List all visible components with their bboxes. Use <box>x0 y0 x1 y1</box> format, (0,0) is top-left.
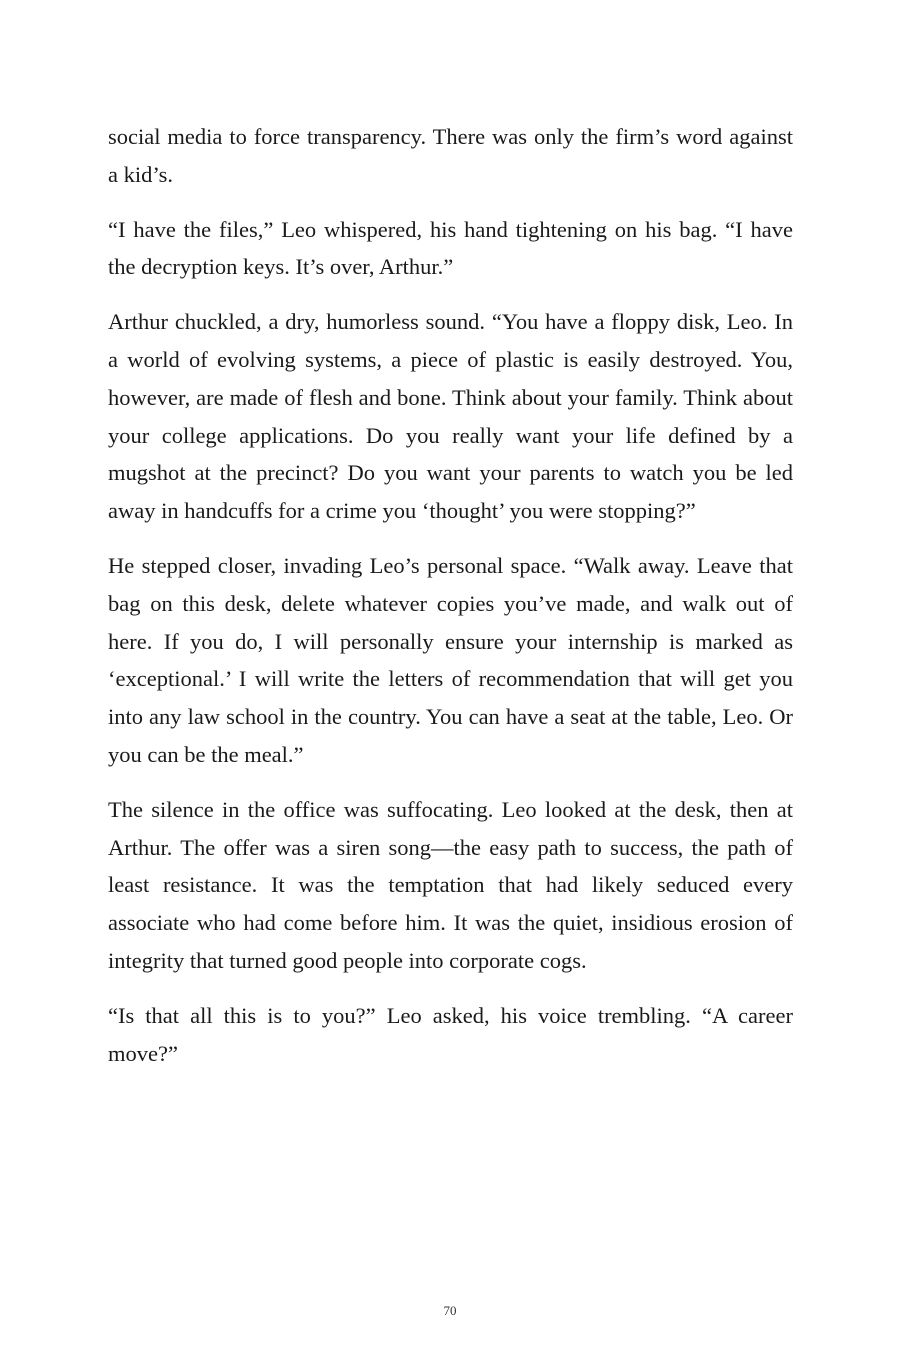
paragraph-4: He stepped closer, invading Leo’s personal space. “Walk away. Leave that bag on this desk, delete whatever copies you’ve made, and walk out of here. If you do, I will personally ensure your internship is marked as ‘exceptional.’ I will write the letters of recommendation that will get you into any law school in the country. You can have a seat at the table, Leo. Or you can be the meal.” <box>108 552 793 767</box>
paragraph-6: “Is that all this is to you?” Leo asked, his voice trembling. “A career move?” <box>108 1002 793 1066</box>
paragraph-3: Arthur chuckled, a dry, humorless sound. “You have a floppy disk, Leo. In a world of evolving systems, a piece of plastic is easily destroyed. You, however, are made of flesh and bone. Think about your family. Think about your college applications. Do you really want your life defined by a mugshot at the precinct? Do you want your parents to watch you be led away in handcuffs for a crime you ‘thought’ you were stopping?” <box>108 309 793 524</box>
paragraph-1: social media to force transparency. There was only the firm’s word against a kid’s. <box>108 124 793 187</box>
paragraph-5: The silence in the office was suffocating. Leo looked at the desk, then at Arthur. The offer was a siren song—the easy path to success, the path of least resistance. It was the temptation that had likely seduced every associate who had come before him. It was the quiet, insidious erosion of integrity that turned good people into corporate cogs. <box>108 796 793 973</box>
page-number: 70 <box>443 1303 457 1318</box>
body-text <box>108 118 793 1089</box>
paragraph-2: “I have the files,” Leo whispered, his hand tightening on his bag. “I have the decryption keys. It’s over, Arthur.” <box>108 216 793 280</box>
